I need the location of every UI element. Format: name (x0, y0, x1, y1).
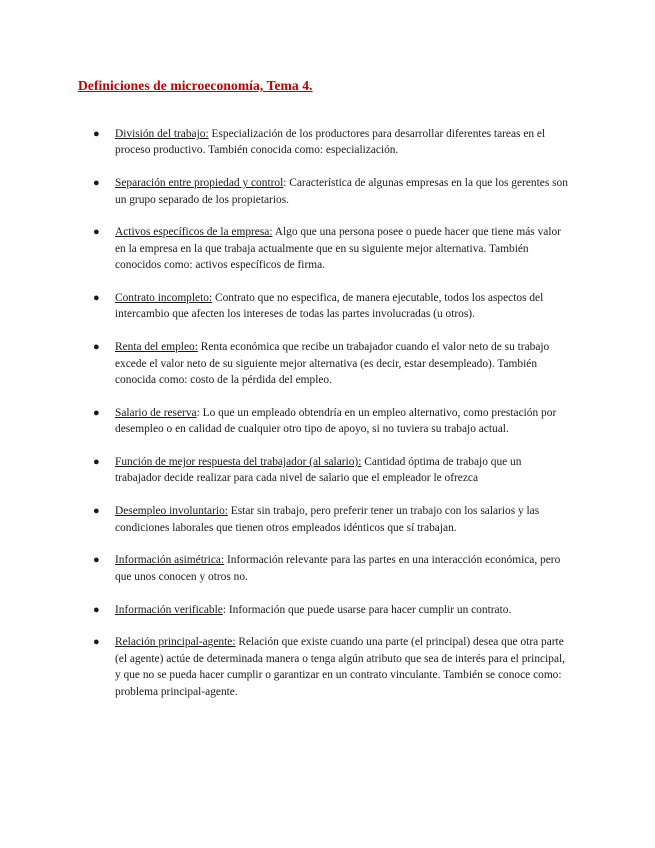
definition-text: Renta económica que recibe un trabajador cuando el valor neto de su trabajo excede el valor neto de su siguiente mejor alternativa (es decir, estar desempleado). También conocida como: costo de la pérdida del empleo. (115, 341, 550, 387)
list-item (0, 552, 570, 585)
bullet-icon: ● (93, 554, 100, 567)
definition-text: Algo que una persona posee o puede hacer que tiene más valor en la empresa en la que trabaja actualmente que en su siguiente mejor alternativa. También conocidos como: activos específicos de firma. (115, 226, 561, 272)
definition-text: Cantidad óptima de trabajo que un trabajador decide realizar para cada nivel de salario que el empleador le ofrezca (115, 456, 522, 485)
definition-term: Información verificable (115, 603, 223, 616)
bullet-icon: ● (93, 128, 100, 140)
definition-term: Relación principal-agente: (115, 636, 236, 649)
list-item (0, 602, 570, 618)
bullet-icon: ● (93, 226, 100, 239)
definition-term: Salario de reserva (115, 406, 197, 419)
list-item (0, 126, 570, 159)
definition-term: Información asimétrica: (115, 554, 225, 567)
definition-term: Separación entre propiedad y control (115, 177, 284, 190)
list-item (0, 454, 570, 487)
definition-text: Información relevante para las partes en una interacción económica, pero que unos conocen y otros no. (115, 554, 561, 583)
definition-term: Renta del empleo: (115, 341, 198, 354)
list-item (0, 503, 570, 536)
definition-text: : Información que puede usarse para hacer cumplir un contrato. (222, 603, 512, 616)
definition-text: Relación que existe cuando una parte (el principal) desea que otra parte (el agente) actúe de determinada manera o tenga algún atributo que sea de interés para el principal, y que no se pueda hacer cumplir o garantizar en un contrato vinculante. También se conoce como: problema principal-agente. (115, 636, 566, 698)
definition-text: Estar sin trabajo, pero preferir tener un trabajo con los salarios y las condiciones laborales que tienen otros empleados idénticos que sí trabajan. (115, 505, 540, 534)
page-title: Definiciones de microeconomía, Tema 4. (78, 78, 313, 93)
bullet-icon: ● (93, 406, 100, 419)
list-item (0, 224, 570, 273)
definition-term: Contrato incompleto: (115, 292, 213, 305)
bullet-icon: ● (93, 603, 100, 616)
bullet-icon: ● (93, 636, 100, 649)
definition-term: Función de mejor respuesta del trabajador (al salario): (115, 456, 362, 469)
definitions-list (0, 126, 655, 716)
definition-text: : Lo que un empleado obtendría en un empleo alternativo, como prestación por desempleo o en calidad de cualquier otro tipo de apoyo, si no tuviera su trabajo actual. (115, 406, 557, 436)
bullet-icon: ● (93, 292, 100, 305)
list-item (0, 405, 570, 438)
definition-term: Activos específicos de la empresa: (115, 226, 273, 239)
definition-text: Contrato que no especifica, de manera ejecutable, todos los aspectos del intercambio que afecten los intereses de todas las partes involucradas (u otros). (115, 292, 544, 321)
bullet-icon: ● (93, 177, 100, 190)
bullet-icon: ● (93, 456, 100, 469)
bullet-icon: ● (93, 505, 100, 518)
definition-term: División del trabajo: (115, 128, 209, 140)
list-item (0, 290, 570, 323)
definition-text: : Característica de algunas empresas en la que los gerentes son un grupo separado de los propietarios. (115, 177, 568, 206)
bullet-icon: ● (93, 341, 100, 354)
list-item (0, 175, 570, 208)
list-item (0, 634, 570, 700)
list-item (0, 339, 570, 388)
definition-term: Desempleo involuntario: (115, 505, 228, 518)
definition-text: Especialización de los productores para desarrollar diferentes tareas en el proceso productivo. También conocida como: especialización. (115, 128, 546, 157)
